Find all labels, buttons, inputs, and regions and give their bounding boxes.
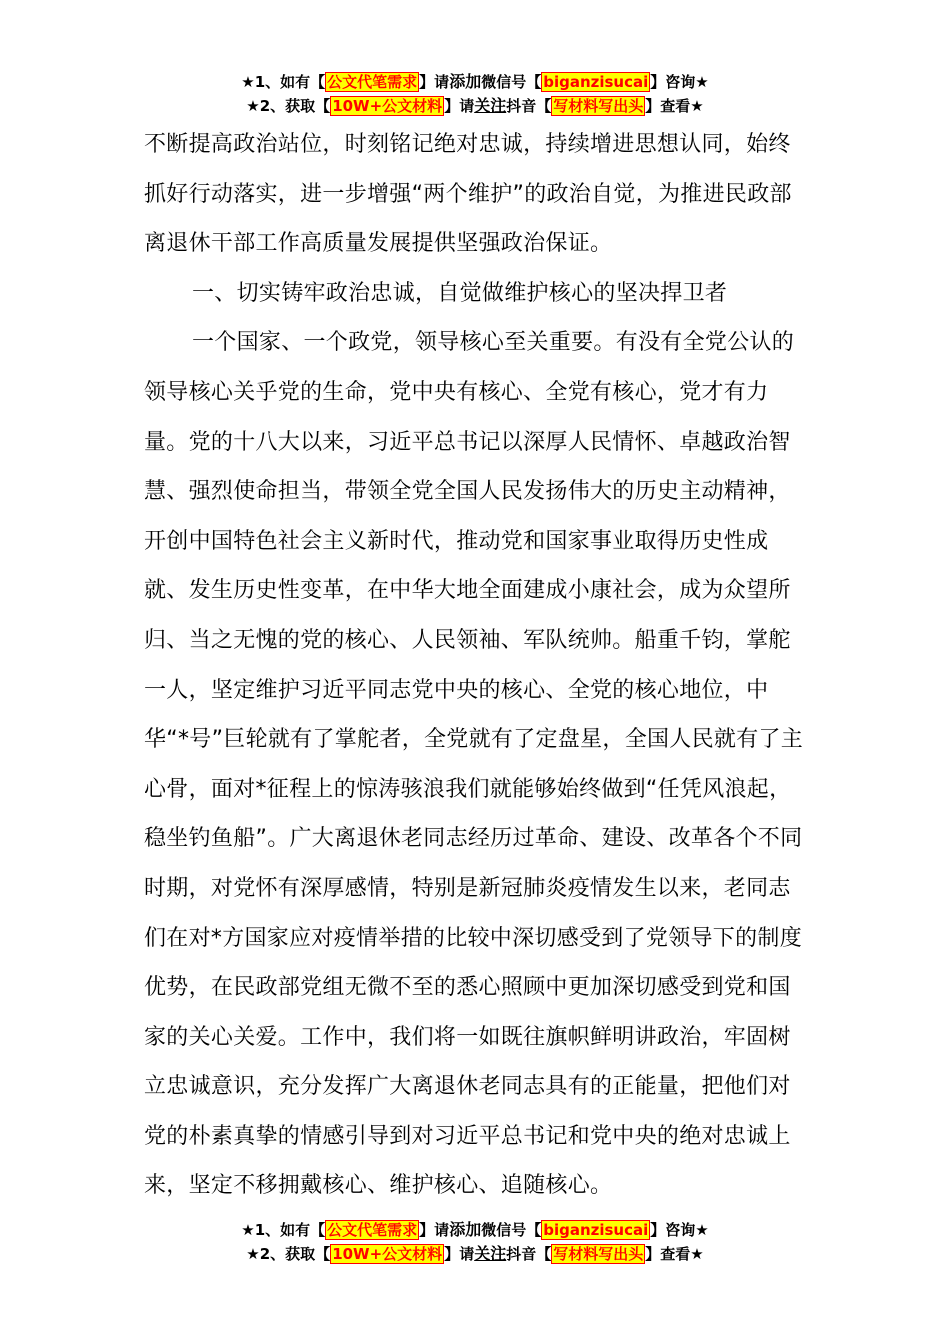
banner-suffix: 】咨询★ <box>650 73 709 91</box>
banner-line-2 <box>0 1242 950 1266</box>
banner-emphasis: 添加 <box>449 72 482 91</box>
paragraph-main: 一个国家、一个政党，领导核心至关重要。有没有全党公认的领导核心关乎党的生命，党中央有核心、全党有核心，党才有力量。党的十八大以来，习近平总书记以深厚人民情怀、卓越政治智慧、强烈使命担当，带领全党全国人民发扬伟大的历史主动精神，开创中国特色社会主义新时代，推动党和国家事业取得历史性成就、发生历史性变革，在中华大地全面建成小康社会，成为众望所归、当之无愧的党的核心、人民领袖、军队统帅。船重千钧，掌舵一人，坚定维护习近平同志党中央的核心、全党的核心地位，中华“*号”巨轮就有了掌舵者，全党就有了定盘星，全国人民就有了主心骨，面对*征程上的惊涛骇浪我们就能够始终做到“任凭风浪起，稳坐钓鱼船”。广大离退休老同志经历过革命、建设、改革各个不同时期，对党怀有深厚感情，特别是新冠肺炎疫情发生以来，老同志们在对*方国家应对疫情举措的比较中深切感受到了党领导下的制度优势，在民政部党组无微不至的悉心照顾中更加深切感受到党和国家的关心关爱。工作中，我们将一如既往旗帜鲜明讲政治，牢固树立忠诚意识，充分发挥广大离退休老同志具有的正能量，把他们对党的朴素真挚的情感引导到对习近平总书记和党中央的绝对忠诚上来，坚定不移拥戴核心、维护核心、追随核心。 <box>144 330 804 1199</box>
banner-line-1 <box>0 70 950 94</box>
banner-line-2 <box>0 94 950 118</box>
banner-text: 】请 <box>444 1245 475 1263</box>
banner-highlight-wechat-id: biganzisucai <box>543 73 649 91</box>
banner-highlight-materials: 10W+公文材料 <box>332 1245 443 1263</box>
banner-text: 抖音【 <box>506 1245 552 1263</box>
banner-text: 微信号【 <box>481 1221 542 1239</box>
banner-emphasis: 关注 <box>474 96 507 115</box>
banner-prefix: ★2、获取【 <box>246 1245 331 1263</box>
banner-highlight-wechat-id: biganzisucai <box>543 1221 649 1239</box>
banner-emphasis: 关注 <box>474 1244 507 1263</box>
banner-text: 】请 <box>419 73 450 91</box>
banner-text: 抖音【 <box>506 97 552 115</box>
banner-line-1 <box>0 1218 950 1242</box>
banner-prefix: ★1、如有【 <box>241 73 326 91</box>
banner-suffix: 】咨询★ <box>650 1221 709 1239</box>
banner-suffix: 】查看★ <box>645 97 704 115</box>
banner-text: 】请 <box>444 97 475 115</box>
banner-emphasis: 添加 <box>449 1220 482 1239</box>
document-body <box>144 120 812 1211</box>
banner-text: 】请 <box>419 1221 450 1239</box>
banner-suffix: 】查看★ <box>645 1245 704 1263</box>
header-banner <box>0 70 950 118</box>
banner-highlight-service: 公文代笔需求 <box>327 73 418 91</box>
banner-text: 微信号【 <box>481 73 542 91</box>
footer-banner <box>0 1218 950 1266</box>
banner-highlight-service: 公文代笔需求 <box>327 1221 418 1239</box>
paragraph-intro: 不断提高政治站位，时刻铭记绝对忠诚，持续增进思想认同，始终抓好行动落实，进一步增强“两个维护”的政治自觉，为推进民政部离退休干部工作高质量发展提供坚强政治保证。 <box>144 132 792 257</box>
banner-prefix: ★1、如有【 <box>241 1221 326 1239</box>
section-heading: 一、切实铸牢政治忠诚，自觉做维护核心的坚决捍卫者 <box>192 280 728 306</box>
banner-highlight-douyin-id: 写材料写出头 <box>553 1245 644 1263</box>
banner-highlight-douyin-id: 写材料写出头 <box>553 97 644 115</box>
banner-prefix: ★2、获取【 <box>246 97 331 115</box>
banner-highlight-materials: 10W+公文材料 <box>332 97 443 115</box>
